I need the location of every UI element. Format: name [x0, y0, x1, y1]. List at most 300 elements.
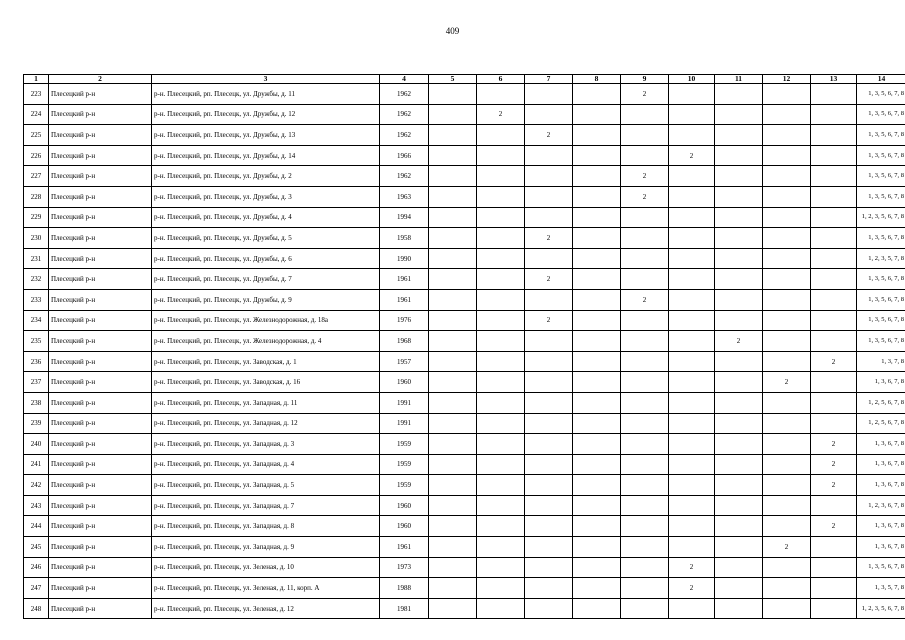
district-cell: Плесецкий р-н: [49, 269, 152, 290]
mark-cell-col-7: 2: [525, 228, 573, 249]
mark-cell-col-13: [811, 104, 857, 125]
column-header-6: 6: [477, 75, 525, 84]
row-number: 248: [24, 598, 49, 619]
mark-cell-col-5: [429, 186, 477, 207]
mark-cell-col-11: [715, 269, 763, 290]
mark-cell-col-11: 2: [715, 331, 763, 352]
mark-cell-col-9: [621, 269, 669, 290]
row-number: 247: [24, 578, 49, 599]
page-number: 409: [445, 26, 460, 36]
mark-cell-col-6: [477, 413, 525, 434]
codes-cell: 1, 3, 7, 8: [857, 351, 905, 372]
mark-cell-col-11: [715, 104, 763, 125]
district-cell: Плесецкий р-н: [49, 125, 152, 146]
mark-cell-col-11: [715, 516, 763, 537]
mark-cell-col-13: 2: [811, 454, 857, 475]
mark-cell-col-11: [715, 84, 763, 105]
column-header-4: 4: [380, 75, 429, 84]
mark-cell-col-12: [763, 207, 811, 228]
year-cell: 1959: [380, 454, 429, 475]
mark-cell-col-6: [477, 434, 525, 455]
mark-cell-col-5: [429, 310, 477, 331]
mark-cell-col-8: [573, 289, 621, 310]
column-header-7: 7: [525, 75, 573, 84]
district-cell: Плесецкий р-н: [49, 289, 152, 310]
table-row: [24, 372, 905, 393]
year-cell: 1959: [380, 434, 429, 455]
mark-cell-col-11: [715, 186, 763, 207]
mark-cell-col-6: [477, 125, 525, 146]
mark-cell-col-9: [621, 598, 669, 619]
mark-cell-col-13: [811, 331, 857, 352]
column-header-12: 12: [763, 75, 811, 84]
mark-cell-col-10: [669, 228, 715, 249]
mark-cell-col-8: [573, 392, 621, 413]
codes-cell: 1, 3, 5, 6, 7, 8: [857, 557, 905, 578]
district-cell: Плесецкий р-н: [49, 392, 152, 413]
mark-cell-col-5: [429, 145, 477, 166]
year-cell: 1958: [380, 228, 429, 249]
table-row: [24, 413, 905, 434]
mark-cell-col-12: [763, 495, 811, 516]
mark-cell-col-8: [573, 578, 621, 599]
row-number: 224: [24, 104, 49, 125]
mark-cell-col-10: [669, 516, 715, 537]
mark-cell-col-8: [573, 351, 621, 372]
district-cell: Плесецкий р-н: [49, 434, 152, 455]
mark-cell-col-5: [429, 434, 477, 455]
mark-cell-col-11: [715, 413, 763, 434]
mark-cell-col-13: [811, 289, 857, 310]
table-row: [24, 186, 905, 207]
mark-cell-col-8: [573, 598, 621, 619]
row-number: 230: [24, 228, 49, 249]
mark-cell-col-6: [477, 228, 525, 249]
mark-cell-col-10: [669, 537, 715, 558]
table-row: [24, 289, 905, 310]
year-cell: 1988: [380, 578, 429, 599]
header-row: [24, 75, 905, 84]
mark-cell-col-5: [429, 84, 477, 105]
mark-cell-col-9: [621, 557, 669, 578]
mark-cell-col-11: [715, 475, 763, 496]
mark-cell-col-11: [715, 125, 763, 146]
mark-cell-col-9: [621, 434, 669, 455]
address-cell: р-н. Плесецкий, рп. Плесецк, ул. Западная, д. 8: [152, 516, 380, 537]
mark-cell-col-12: [763, 598, 811, 619]
table-body: [24, 84, 905, 619]
codes-cell: 1, 3, 5, 6, 7, 8: [857, 269, 905, 290]
mark-cell-col-11: [715, 228, 763, 249]
row-number: 245: [24, 537, 49, 558]
mark-cell-col-7: [525, 351, 573, 372]
district-cell: Плесецкий р-н: [49, 310, 152, 331]
address-cell: р-н. Плесецкий, рп. Плесецк, ул. Западная, д. 3: [152, 434, 380, 455]
year-cell: 1991: [380, 392, 429, 413]
mark-cell-col-6: [477, 454, 525, 475]
year-cell: 1973: [380, 557, 429, 578]
mark-cell-col-5: [429, 537, 477, 558]
mark-cell-col-5: [429, 413, 477, 434]
address-cell: р-н. Плесецкий, рп. Плесецк, ул. Зеленая, д. 11, корп. А: [152, 578, 380, 599]
mark-cell-col-11: [715, 289, 763, 310]
row-number: 229: [24, 207, 49, 228]
column-header-10: 10: [669, 75, 715, 84]
mark-cell-col-8: [573, 269, 621, 290]
mark-cell-col-7: [525, 84, 573, 105]
codes-cell: 1, 3, 6, 7, 8: [857, 454, 905, 475]
mark-cell-col-7: [525, 186, 573, 207]
mark-cell-col-7: [525, 104, 573, 125]
mark-cell-col-7: [525, 413, 573, 434]
district-cell: Плесецкий р-н: [49, 351, 152, 372]
address-cell: р-н. Плесецкий, рп. Плесецк, ул. Западная, д. 9: [152, 537, 380, 558]
mark-cell-col-6: [477, 557, 525, 578]
mark-cell-col-10: 2: [669, 578, 715, 599]
codes-cell: 1, 2, 3, 5, 7, 8: [857, 248, 905, 269]
year-cell: 1968: [380, 331, 429, 352]
mark-cell-col-6: [477, 145, 525, 166]
mark-cell-col-5: [429, 578, 477, 599]
mark-cell-col-9: [621, 125, 669, 146]
row-number: 227: [24, 166, 49, 187]
mark-cell-col-8: [573, 104, 621, 125]
mark-cell-col-8: [573, 331, 621, 352]
address-cell: р-н. Плесецкий, рп. Плесецк, ул. Дружбы, д. 2: [152, 166, 380, 187]
mark-cell-col-11: [715, 454, 763, 475]
table-row: [24, 228, 905, 249]
mark-cell-col-7: [525, 248, 573, 269]
district-cell: Плесецкий р-н: [49, 145, 152, 166]
mark-cell-col-9: 2: [621, 186, 669, 207]
mark-cell-col-13: [811, 145, 857, 166]
mark-cell-col-10: [669, 207, 715, 228]
mark-cell-col-9: [621, 475, 669, 496]
mark-cell-col-11: [715, 578, 763, 599]
mark-cell-col-8: [573, 228, 621, 249]
year-cell: 1961: [380, 289, 429, 310]
mark-cell-col-5: [429, 228, 477, 249]
mark-cell-col-7: [525, 454, 573, 475]
table-header: [24, 75, 905, 84]
mark-cell-col-12: [763, 269, 811, 290]
mark-cell-col-12: [763, 331, 811, 352]
column-header-1: 1: [24, 75, 49, 84]
codes-cell: 1, 3, 5, 6, 7, 8: [857, 125, 905, 146]
mark-cell-col-9: [621, 310, 669, 331]
column-header-5: 5: [429, 75, 477, 84]
row-number: 225: [24, 125, 49, 146]
row-number: 235: [24, 331, 49, 352]
mark-cell-col-13: [811, 557, 857, 578]
table-row: [24, 434, 905, 455]
table-row: [24, 310, 905, 331]
codes-cell: 1, 3, 6, 7, 8: [857, 516, 905, 537]
mark-cell-col-6: [477, 310, 525, 331]
mark-cell-col-10: [669, 84, 715, 105]
table-row: [24, 578, 905, 599]
mark-cell-col-10: [669, 392, 715, 413]
mark-cell-col-6: [477, 372, 525, 393]
mark-cell-col-8: [573, 516, 621, 537]
table-row: [24, 84, 905, 105]
year-cell: 1957: [380, 351, 429, 372]
mark-cell-col-6: [477, 537, 525, 558]
column-header-13: 13: [811, 75, 857, 84]
table-row: [24, 454, 905, 475]
mark-cell-col-11: [715, 392, 763, 413]
year-cell: 1962: [380, 125, 429, 146]
district-cell: Плесецкий р-н: [49, 248, 152, 269]
codes-cell: 1, 3, 5, 6, 7, 8: [857, 310, 905, 331]
mark-cell-col-6: [477, 269, 525, 290]
district-cell: Плесецкий р-н: [49, 166, 152, 187]
mark-cell-col-11: [715, 537, 763, 558]
mark-cell-col-12: [763, 578, 811, 599]
row-number: 234: [24, 310, 49, 331]
year-cell: 1963: [380, 186, 429, 207]
table-row: [24, 598, 905, 619]
mark-cell-col-10: [669, 598, 715, 619]
mark-cell-col-12: [763, 475, 811, 496]
mark-cell-col-5: [429, 454, 477, 475]
mark-cell-col-13: [811, 598, 857, 619]
year-cell: 1961: [380, 537, 429, 558]
mark-cell-col-7: [525, 289, 573, 310]
table-row: [24, 125, 905, 146]
mark-cell-col-12: [763, 557, 811, 578]
column-header-11: 11: [715, 75, 763, 84]
codes-cell: 1, 3, 5, 6, 7, 8: [857, 145, 905, 166]
year-cell: 1959: [380, 475, 429, 496]
mark-cell-col-9: [621, 351, 669, 372]
row-number: 243: [24, 495, 49, 516]
mark-cell-col-6: [477, 598, 525, 619]
row-number: 233: [24, 289, 49, 310]
year-cell: 1962: [380, 166, 429, 187]
table-row: [24, 495, 905, 516]
year-cell: 1960: [380, 516, 429, 537]
table-row: [24, 104, 905, 125]
mark-cell-col-8: [573, 413, 621, 434]
mark-cell-col-9: [621, 228, 669, 249]
mark-cell-col-9: [621, 516, 669, 537]
codes-cell: 1, 2, 5, 6, 7, 8: [857, 392, 905, 413]
address-cell: р-н. Плесецкий, рп. Плесецк, ул. Заводская, д. 1: [152, 351, 380, 372]
mark-cell-col-13: [811, 186, 857, 207]
address-cell: р-н. Плесецкий, рп. Плесецк, ул. Дружбы, д. 6: [152, 248, 380, 269]
mark-cell-col-9: [621, 207, 669, 228]
mark-cell-col-7: [525, 372, 573, 393]
year-cell: 1990: [380, 248, 429, 269]
table-row: [24, 475, 905, 496]
mark-cell-col-10: [669, 186, 715, 207]
mark-cell-col-11: [715, 248, 763, 269]
mark-cell-col-8: [573, 145, 621, 166]
codes-cell: 1, 3, 6, 7, 8: [857, 537, 905, 558]
address-cell: р-н. Плесецкий, рп. Плесецк, ул. Железнодорожная, д. 4: [152, 331, 380, 352]
codes-cell: 1, 3, 5, 6, 7, 8: [857, 186, 905, 207]
mark-cell-col-13: [811, 413, 857, 434]
row-number: 228: [24, 186, 49, 207]
table-row: [24, 516, 905, 537]
district-cell: Плесецкий р-н: [49, 495, 152, 516]
mark-cell-col-12: [763, 84, 811, 105]
district-cell: Плесецкий р-н: [49, 578, 152, 599]
table-row: [24, 331, 905, 352]
codes-cell: 1, 2, 3, 5, 6, 7, 8: [857, 207, 905, 228]
mark-cell-col-6: [477, 516, 525, 537]
codes-cell: 1, 3, 5, 7, 8: [857, 578, 905, 599]
mark-cell-col-13: [811, 84, 857, 105]
codes-cell: 1, 3, 6, 7, 8: [857, 434, 905, 455]
mark-cell-col-11: [715, 557, 763, 578]
mark-cell-col-7: [525, 598, 573, 619]
mark-cell-col-8: [573, 537, 621, 558]
column-header-14: 14: [857, 75, 905, 84]
codes-cell: 1, 3, 5, 6, 7, 8: [857, 166, 905, 187]
mark-cell-col-13: 2: [811, 475, 857, 496]
mark-cell-col-6: [477, 475, 525, 496]
mark-cell-col-7: [525, 578, 573, 599]
district-cell: Плесецкий р-н: [49, 84, 152, 105]
codes-cell: 1, 2, 3, 5, 6, 7, 8: [857, 598, 905, 619]
mark-cell-col-7: 2: [525, 125, 573, 146]
mark-cell-col-12: [763, 228, 811, 249]
mark-cell-col-7: [525, 145, 573, 166]
mark-cell-col-5: [429, 248, 477, 269]
mark-cell-col-13: 2: [811, 434, 857, 455]
mark-cell-col-12: [763, 125, 811, 146]
mark-cell-col-5: [429, 372, 477, 393]
mark-cell-col-11: [715, 495, 763, 516]
table-row: [24, 392, 905, 413]
mark-cell-col-12: [763, 104, 811, 125]
district-cell: Плесецкий р-н: [49, 104, 152, 125]
year-cell: 1994: [380, 207, 429, 228]
mark-cell-col-11: [715, 310, 763, 331]
mark-cell-col-9: [621, 372, 669, 393]
year-cell: 1960: [380, 372, 429, 393]
mark-cell-col-6: [477, 578, 525, 599]
mark-cell-col-7: [525, 434, 573, 455]
mark-cell-col-8: [573, 186, 621, 207]
mark-cell-col-11: [715, 166, 763, 187]
mark-cell-col-6: [477, 248, 525, 269]
mark-cell-col-10: [669, 310, 715, 331]
address-cell: р-н. Плесецкий, рп. Плесецк, ул. Дружбы, д. 3: [152, 186, 380, 207]
address-cell: р-н. Плесецкий, рп. Плесецк, ул. Дружбы, д. 7: [152, 269, 380, 290]
mark-cell-col-12: [763, 454, 811, 475]
column-header-8: 8: [573, 75, 621, 84]
address-cell: р-н. Плесецкий, рп. Плесецк, ул. Дружбы, д. 9: [152, 289, 380, 310]
year-cell: 1961: [380, 269, 429, 290]
district-cell: Плесецкий р-н: [49, 537, 152, 558]
mark-cell-col-13: [811, 578, 857, 599]
district-cell: Плесецкий р-н: [49, 454, 152, 475]
mark-cell-col-6: [477, 166, 525, 187]
mark-cell-col-7: [525, 537, 573, 558]
mark-cell-col-6: [477, 289, 525, 310]
year-cell: 1976: [380, 310, 429, 331]
mark-cell-col-12: [763, 186, 811, 207]
mark-cell-col-10: [669, 125, 715, 146]
mark-cell-col-11: [715, 351, 763, 372]
mark-cell-col-6: [477, 331, 525, 352]
mark-cell-col-13: [811, 207, 857, 228]
address-cell: р-н. Плесецкий, рп. Плесецк, ул. Западная, д. 5: [152, 475, 380, 496]
mark-cell-col-10: [669, 351, 715, 372]
address-cell: р-н. Плесецкий, рп. Плесецк, ул. Дружбы, д. 11: [152, 84, 380, 105]
mark-cell-col-10: [669, 289, 715, 310]
district-cell: Плесецкий р-н: [49, 557, 152, 578]
row-number: 240: [24, 434, 49, 455]
mark-cell-col-10: [669, 372, 715, 393]
mark-cell-col-8: [573, 248, 621, 269]
mark-cell-col-7: 2: [525, 310, 573, 331]
mark-cell-col-13: 2: [811, 351, 857, 372]
mark-cell-col-10: [669, 413, 715, 434]
table-row: [24, 269, 905, 290]
mark-cell-col-8: [573, 84, 621, 105]
mark-cell-col-5: [429, 125, 477, 146]
mark-cell-col-12: [763, 145, 811, 166]
row-number: 236: [24, 351, 49, 372]
mark-cell-col-9: [621, 454, 669, 475]
codes-cell: 1, 3, 5, 6, 7, 8: [857, 104, 905, 125]
row-number: 237: [24, 372, 49, 393]
mark-cell-col-12: [763, 351, 811, 372]
row-number: 239: [24, 413, 49, 434]
district-cell: Плесецкий р-н: [49, 475, 152, 496]
address-cell: р-н. Плесецкий, рп. Плесецк, ул. Зеленая, д. 12: [152, 598, 380, 619]
address-cell: р-н. Плесецкий, рп. Плесецк, ул. Западная, д. 12: [152, 413, 380, 434]
mark-cell-col-9: 2: [621, 289, 669, 310]
mark-cell-col-13: [811, 495, 857, 516]
table-row: [24, 248, 905, 269]
mark-cell-col-10: 2: [669, 145, 715, 166]
mark-cell-col-11: [715, 145, 763, 166]
row-number: 242: [24, 475, 49, 496]
row-number: 226: [24, 145, 49, 166]
mark-cell-col-5: [429, 289, 477, 310]
mark-cell-col-13: [811, 392, 857, 413]
mark-cell-col-12: [763, 310, 811, 331]
address-cell: р-н. Плесецкий, рп. Плесецк, ул. Дружбы, д. 14: [152, 145, 380, 166]
mark-cell-col-5: [429, 331, 477, 352]
mark-cell-col-9: [621, 537, 669, 558]
codes-cell: 1, 3, 6, 7, 8: [857, 372, 905, 393]
mark-cell-col-9: 2: [621, 166, 669, 187]
year-cell: 1960: [380, 495, 429, 516]
table-row: [24, 537, 905, 558]
mark-cell-col-13: [811, 248, 857, 269]
mark-cell-col-8: [573, 166, 621, 187]
mark-cell-col-10: [669, 269, 715, 290]
mark-cell-col-13: [811, 228, 857, 249]
codes-cell: 1, 2, 5, 6, 7, 8: [857, 413, 905, 434]
mark-cell-col-11: [715, 598, 763, 619]
district-cell: Плесецкий р-н: [49, 207, 152, 228]
mark-cell-col-9: [621, 392, 669, 413]
mark-cell-col-9: 2: [621, 84, 669, 105]
mark-cell-col-8: [573, 454, 621, 475]
mark-cell-col-7: [525, 392, 573, 413]
district-cell: Плесецкий р-н: [49, 516, 152, 537]
codes-cell: 1, 3, 5, 6, 7, 8: [857, 331, 905, 352]
mark-cell-col-5: [429, 392, 477, 413]
mark-cell-col-12: 2: [763, 372, 811, 393]
